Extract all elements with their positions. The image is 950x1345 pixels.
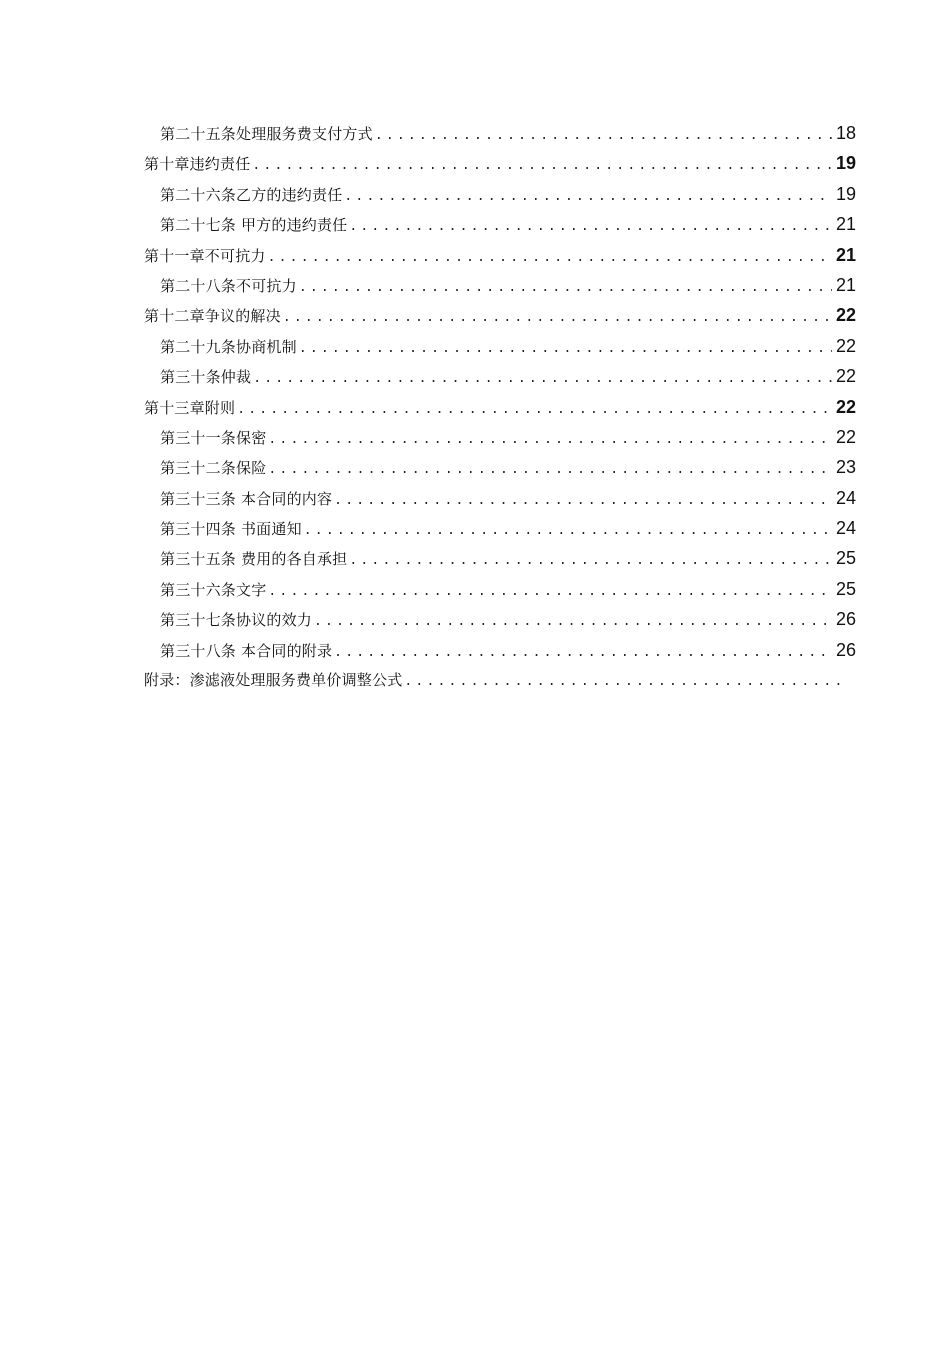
toc-entry-page: 22 [835,396,856,417]
toc-entry-title: 第三十五条 费用的各自承担 [160,550,348,569]
toc-dot-leader [349,212,832,242]
toc-entry-page: 26 [835,609,856,630]
toc-entry-page: 19 [835,183,856,204]
toc-dot-leader [299,273,832,303]
toc-dot-leader [349,546,832,576]
toc-dot-leader [299,334,832,364]
toc-entry[interactable] [144,118,856,148]
toc-dot-leader [268,577,832,607]
toc-entry-page: 26 [835,639,856,660]
toc-dot-leader [404,667,840,697]
toc-entry-title: 第三十二条保险 [160,459,267,478]
toc-entry[interactable] [144,665,856,695]
toc-dot-leader [314,607,832,637]
toc-entry[interactable] [144,422,856,452]
toc-entry-page: 22 [835,335,856,356]
toc-entry-title: 第三十条仲裁 [160,368,252,387]
toc-entry-page: 25 [835,578,856,599]
toc-entry-title: 第三十四条 书面通知 [160,520,302,539]
toc-entry[interactable] [144,513,856,543]
toc-entry-page: 21 [835,244,856,265]
toc-entry-page: 22 [835,305,856,326]
toc-entry[interactable] [144,635,856,665]
toc-entry[interactable] [144,240,856,270]
toc-dot-leader [268,243,832,273]
toc-entry-page: 23 [835,457,856,478]
toc-entry-title: 第十章违约责任 [144,155,251,174]
toc-entry-page: 24 [835,487,856,508]
toc-entry[interactable] [144,392,856,422]
toc-entry[interactable] [144,148,856,178]
toc-entry[interactable] [144,300,856,330]
toc-entry-title: 第二十七条 甲方的违约责任 [160,216,348,235]
toc-dot-leader [268,455,832,485]
toc-entry-title: 附录：渗滤液处理服务费单价调整公式 [144,671,403,690]
toc-dot-leader [375,121,832,151]
toc-entry-page: 19 [835,153,856,174]
toc-entry-title: 第十三章附则 [144,398,236,417]
toc-entry-page: 18 [835,123,856,143]
toc-entry-page: 24 [835,518,856,539]
toc-entry-title: 第三十三条 本合同的内容 [160,489,333,508]
toc-entry[interactable] [144,209,856,239]
toc-entry-title: 第三十七条协议的效力 [160,611,313,630]
toc-dot-leader [334,638,832,668]
toc-dot-leader [252,151,832,181]
toc-dot-leader [268,425,832,455]
toc-entry-page: 22 [835,426,856,447]
toc-entry[interactable] [144,270,856,300]
toc-entry-page: 21 [835,214,856,235]
toc-dot-leader [344,182,832,212]
toc-entry-title: 第三十六条文字 [160,580,267,599]
toc-entry[interactable] [144,574,856,604]
toc-entry-title: 第二十九条协商机制 [160,337,297,356]
table-of-contents [144,118,856,695]
toc-dot-leader [237,395,832,425]
toc-entry-title: 第十二章争议的解决 [144,307,281,326]
toc-entry[interactable] [144,331,856,361]
toc-entry-title: 第十一章不可抗力 [144,246,266,265]
toc-entry-title: 第三十八条 本合同的附录 [160,641,333,660]
toc-dot-leader [253,364,832,394]
toc-entry[interactable] [144,179,856,209]
toc-entry[interactable] [144,483,856,513]
toc-dot-leader [304,516,832,546]
toc-entry[interactable] [144,543,856,573]
toc-entry-title: 第三十一条保密 [160,428,267,447]
toc-entry-page: 21 [835,274,856,295]
toc-entry[interactable] [144,361,856,391]
toc-entry-page: 25 [835,548,856,569]
toc-entry-page: 22 [835,366,856,387]
toc-entry[interactable] [144,604,856,634]
toc-entry-title: 第二十八条不可抗力 [160,276,297,295]
toc-dot-leader [283,303,832,333]
toc-entry[interactable] [144,452,856,482]
toc-entry-title: 第二十六条乙方的违约责任 [160,185,343,204]
toc-entry-title: 第二十五条处理服务费支付方式 [160,125,373,143]
toc-dot-leader [334,486,832,516]
